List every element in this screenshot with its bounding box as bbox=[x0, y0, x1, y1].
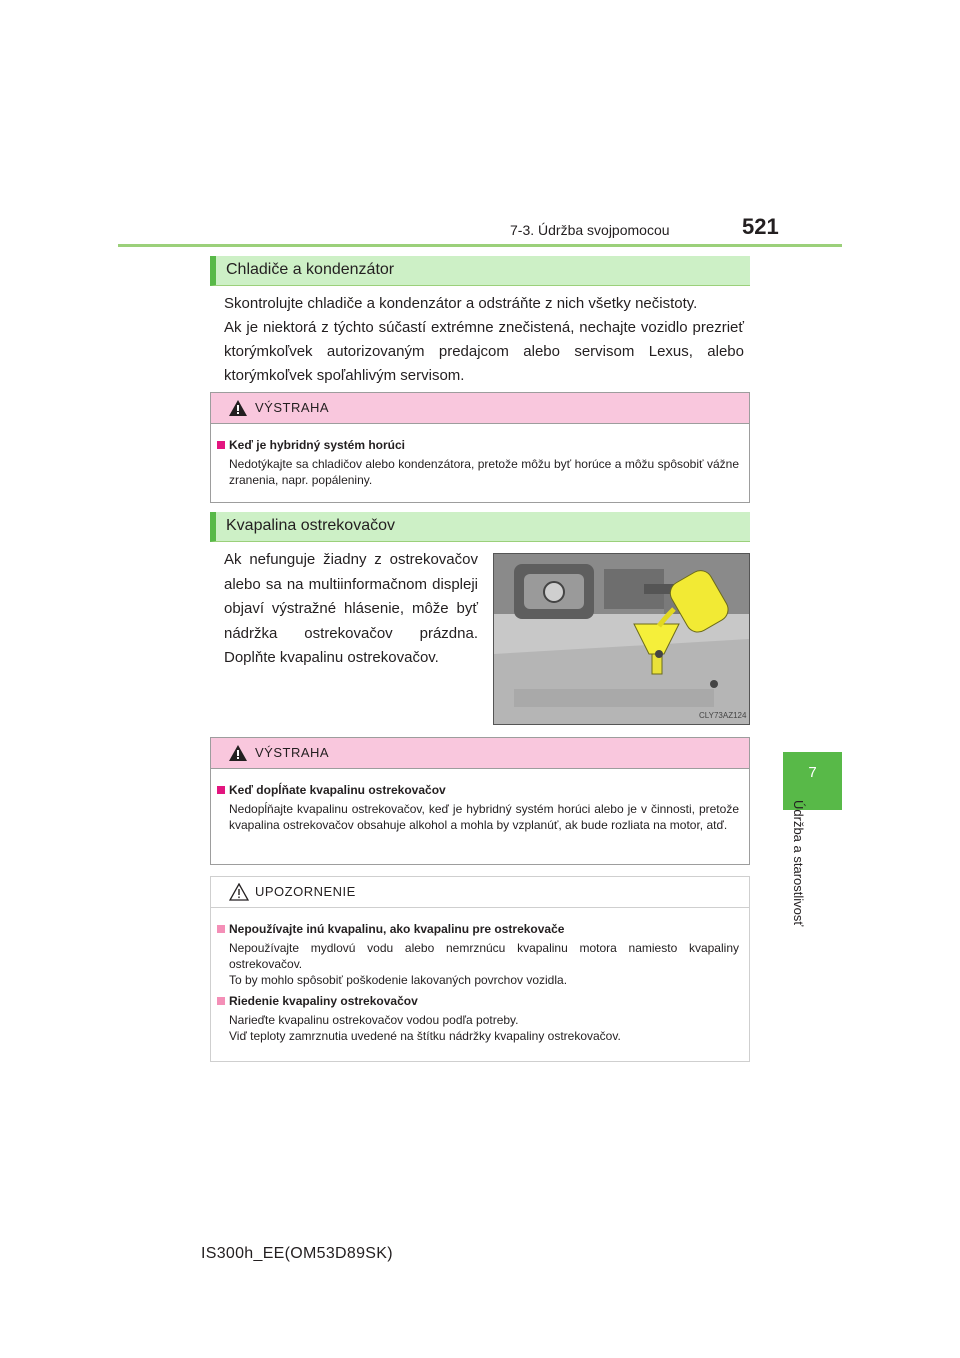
warning-header bbox=[211, 738, 749, 769]
warning-item-title: Keď dopĺňate kvapalinu ostrekovačov bbox=[211, 783, 749, 797]
warning-triangle-icon bbox=[229, 745, 247, 761]
warning-box-hot-system bbox=[210, 392, 750, 503]
section-heading-radiators bbox=[210, 256, 750, 286]
notice-item-2-body-line-2: Viď teploty zamrznutia uvedené na štítku nádržky kvapaliny ostrekovačov. bbox=[229, 1029, 621, 1043]
page-number: 521 bbox=[742, 214, 779, 239]
notice-item-1-body-line-1: Nepoužívajte mydlovú vodu alebo nemrznúcu kvapalinu motora namiesto kvapaliny ostrekovačov. bbox=[229, 941, 739, 971]
chapter-title-vertical: Údržba a starostlivosť bbox=[791, 800, 806, 927]
notice-label: UPOZORNENIE bbox=[255, 884, 356, 899]
notice-header bbox=[211, 877, 749, 908]
caution-triangle-outline-icon bbox=[229, 883, 249, 901]
warning-box-refilling bbox=[210, 737, 750, 865]
notice-item-2-title: Riedenie kvapaliny ostrekovačov bbox=[211, 994, 749, 1008]
warning-item-body: Nedopĺňajte kvapalinu ostrekovačov, keď je hybridný systém horúci alebo je v činnosti, pretože kvapalina ostrekovačov obsahuje alkohol a mohla by vzplanúť, ak bude rozliata na motor, atď. bbox=[229, 802, 739, 832]
notice-box bbox=[210, 876, 750, 1062]
engine-bay-illustration bbox=[493, 553, 750, 725]
notice-item-2-body-line-1: Narieďte kvapalinu ostrekovačov vodou podľa potreby. bbox=[229, 1013, 519, 1027]
warning-item-title: Keď je hybridný systém horúci bbox=[211, 438, 749, 452]
washer-fluid-paragraph: Ak nefunguje žiadny z ostrekovačov alebo sa na multiinformačnom displeji objaví výstražné hlásenie, môže byť nádržka ostrekovačov prázdna. Doplňte kvapalinu ostrekovačov. bbox=[224, 551, 478, 666]
model-code-footer: IS300h_EE(OM53D89SK) bbox=[201, 1245, 393, 1262]
image-code: CLY73AZ124 bbox=[699, 711, 747, 720]
warning-triangle-icon bbox=[229, 400, 247, 416]
radiators-paragraph-1: Skontrolujte chladiče a kondenzátor a odstráňte z nich všetky nečistoty. bbox=[224, 295, 698, 312]
warning-header bbox=[211, 393, 749, 424]
chapter-number: 7 bbox=[808, 764, 817, 781]
section-heading-washer-fluid bbox=[210, 512, 750, 542]
header-divider bbox=[118, 244, 842, 247]
notice-item-1-body-line-2: To by mohlo spôsobiť poškodenie lakovaných povrchov vozidla. bbox=[229, 973, 568, 987]
washer-refill-illustration bbox=[494, 554, 749, 724]
warning-label: VÝSTRAHA bbox=[255, 400, 330, 415]
section-heading-text: Chladiče a kondenzátor bbox=[226, 261, 395, 278]
running-header-title: 7-3. Údržba svojpomocou bbox=[510, 222, 670, 238]
section-heading-text: Kvapalina ostrekovačov bbox=[226, 517, 395, 534]
radiators-paragraph-2: Ak je niektorá z týchto súčastí extrémne znečistená, nechajte vozidlo prezrieť ktorýmkoľvek autorizovaným predajcom alebo servisom Lexus, alebo ktorýmkoľvek spoľahlivým servisom. bbox=[224, 319, 744, 384]
warning-label: VÝSTRAHA bbox=[255, 745, 330, 760]
warning-item-body: Nedotýkajte sa chladičov alebo kondenzátora, pretože môžu byť horúce a môžu spôsobiť vážne zranenia, napr. popáleniny. bbox=[229, 457, 739, 487]
notice-item-1-title: Nepoužívajte inú kvapalinu, ako kvapalinu pre ostrekovače bbox=[211, 922, 749, 936]
